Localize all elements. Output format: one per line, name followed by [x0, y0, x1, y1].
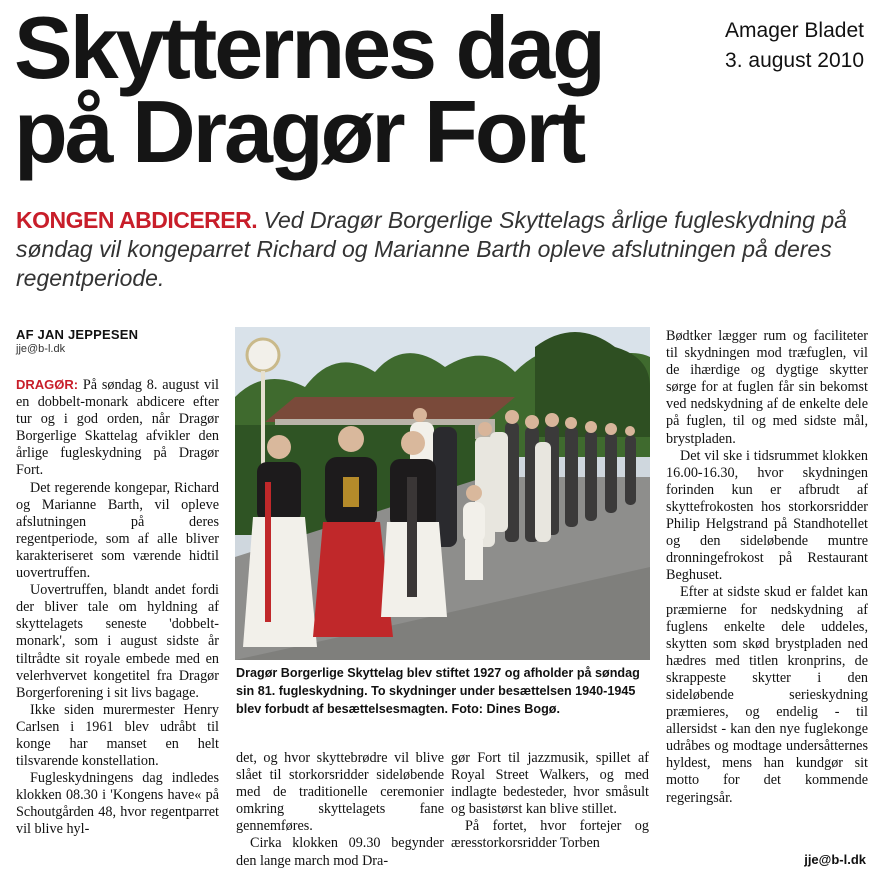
lead-text: Ved Dragør Borgerlige Skyttelags årlige fugleskydning på søndag vil kongeparret Richard og Marianne Barth opleve afslutningen på deres regentperiode.	[16, 207, 847, 291]
body-column-4	[666, 328, 868, 807]
paragraph	[16, 376, 219, 480]
paragraph: Cirka klokken 09.30 begynder den lange march mod Dra-	[236, 835, 444, 869]
source-label	[725, 16, 864, 76]
paragraph: På fortet, hvor fortejer og æresstorkorsridder Torben	[451, 818, 649, 852]
paragraph: Bødtker lægger rum og faciliteter til skydningen mod træfuglen, vil de ihærdige og dygtige skytter sørge for at fuglen får sin bekomst ved nedskydning af de enkelte dele på fuglen, til og med sidste mål, brystpladen.	[666, 328, 868, 447]
byline-email: jje@b-l.dk	[16, 343, 66, 355]
dateline: DRAGØR:	[16, 377, 79, 392]
procession-photo-illustration	[235, 327, 650, 660]
publication-date: 3. august 2010	[725, 49, 864, 72]
body-column-3	[451, 750, 649, 853]
body-column-2	[236, 750, 444, 870]
paragraph: Uovertruffen, blandt andet fordi der bliver tale om hyldning af skyttelagets seneste 'dobbelt-monark', som i august sidste år tiltrådte sit royale embede med en velerhvervet kongetitel fra Dragør Borgerforening i sit livs bagage.	[16, 582, 219, 701]
paragraph: Det vil ske i tidsrummet klokken 16.00-16.30, hvor skydningen forinden kun er afbrudt af skyttefrokosten hos storkorsridder Philip Helgstrand på Standhotellet og den sideløbende muntre dronningefrokost på Restaurant Beghuset.	[666, 447, 868, 584]
paragraph: gør Fort til jazzmusik, spillet af Royal Street Walkers, og med indlagte bedesteder, hvor småsult og basistørst kan blive stillet.	[451, 750, 649, 818]
paragraph-text: På søndag 8. august vil en dobbelt-monark abdicere efter tur og i god orden, når Dragør Borgerlige Skattelag afvikler den årlige fugleskydning på Dragør Fort.	[16, 377, 219, 479]
lead-kicker: KONGEN ABDICERER.	[16, 207, 258, 233]
headline-line-1: Skytternes dag	[14, 0, 603, 97]
newspaper-name: Amager Bladet	[725, 19, 864, 42]
paragraph: Ikke siden murermester Henry Carlsen i 1961 blev udråbt til konge har manset en helt tilsvarende konstellation.	[16, 701, 219, 770]
body-column-1	[16, 376, 219, 839]
paragraph: det, og hvor skyttebrødre vil blive slået til storkorsridder sideløbende med de traditionelle ceremonier omkring skyttelagets fane gennemføres.	[236, 750, 444, 835]
headline	[14, 0, 603, 181]
article-signoff: jje@b-l.dk	[804, 852, 866, 867]
paragraph: Efter at sidste skud er faldet kan præmierne for nedskydning af fuglens enkelte dele uddeles, skytten som skød brystpladen ned hædres med titlen kronprins, de skrappeste skytter i den sideløbende serieskydning præmieres, og endelig - til allersidst - kan den nye fuglekonge udråbes og modtage undersåtternes hyldest, mens han kundgør sit motto for det kommende regeringsår.	[666, 584, 868, 806]
paragraph: Det regerende kongepar, Richard og Marianne Barth, vil opleve afslutningen på deres regentperiode, som af alle bliver karakteriseret som værende hidtil uovertruffen.	[16, 479, 219, 582]
byline	[16, 327, 138, 355]
paragraph: Fugleskydningens dag indledes klokken 08.30 i 'Kongens have« på Schoutgården 48, hvor regentparret vil blive hyl-	[16, 770, 219, 838]
byline-author: AF JAN JEPPESEN	[16, 327, 139, 342]
headline-line-2: på Dragør Fort	[14, 82, 584, 181]
article-photo	[235, 327, 650, 660]
lead-paragraph	[16, 206, 861, 293]
photo-caption: Dragør Borgerlige Skyttelag blev stiftet 1927 og afholder på søndag sin 81. fugleskydning. To skydninger under besættelsen 1940-1945 blev forbudt af besættelsesmagten. Foto: Dines Bogø.	[236, 666, 640, 716]
